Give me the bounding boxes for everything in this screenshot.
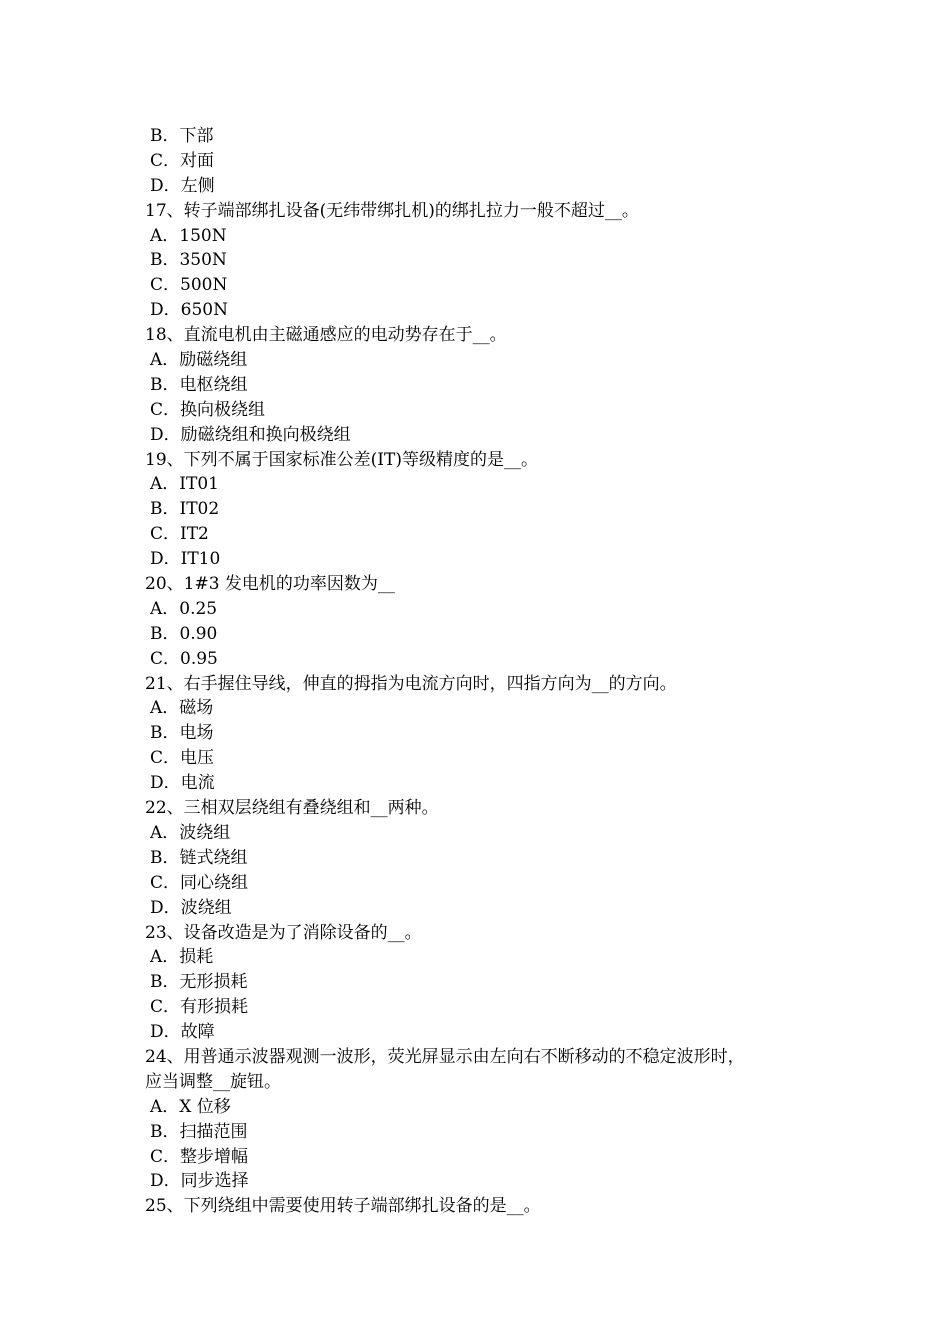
- answer-option: D．IT10: [150, 549, 221, 570]
- document-page: [0, 124, 950, 1219]
- question-text: 22、三相双层绕组有叠绕组和__两种。: [145, 798, 439, 819]
- answer-option: B．0.90: [150, 623, 218, 644]
- answer-option: C．同心绕组: [150, 872, 249, 893]
- answer-option: C．换向极绕组: [150, 399, 266, 420]
- answer-option: C．对面: [150, 150, 215, 171]
- question-text: 18、直流电机由主磁通感应的电动势存在于__。: [145, 325, 507, 346]
- answer-option: D．左侧: [150, 175, 215, 196]
- answer-option: A．X 位移: [150, 1096, 231, 1117]
- question-text: 19、下列不属于国家标准公差(IT)等级精度的是__。: [145, 449, 538, 470]
- answer-option: B．电场: [150, 723, 214, 744]
- answer-option: D．故障: [150, 1022, 215, 1043]
- answer-option: D．同步选择: [150, 1171, 249, 1192]
- answer-option: B．链式绕组: [150, 847, 248, 868]
- answer-option: B．电枢绕组: [150, 374, 248, 395]
- answer-option: A．励磁绕组: [150, 350, 248, 371]
- answer-option: A．150N: [150, 225, 227, 246]
- answer-option: A．0.25: [150, 598, 218, 619]
- answer-option: A．损耗: [150, 947, 214, 968]
- answer-option: A．IT01: [150, 474, 219, 495]
- answer-option: D．650N: [150, 300, 228, 321]
- answer-option: C．IT2: [150, 524, 209, 545]
- answer-option: B．扫描范围: [150, 1121, 248, 1142]
- answer-option: D．励磁绕组和换向极绕组: [150, 424, 351, 445]
- question-text: 24、用普通示波器观测一波形，荧光屏显示由左向右不断移动的不稳定波形时，: [145, 1046, 745, 1067]
- answer-option: A．磁场: [150, 698, 214, 719]
- answer-option: B．IT02: [150, 499, 220, 520]
- answer-option: C．有形损耗: [150, 997, 249, 1018]
- question-text: 25、下列绕组中需要使用转子端部绑扎设备的是__。: [145, 1196, 541, 1217]
- question-text: 21、右手握住导线，伸直的拇指为电流方向时，四指方向为__的方向。: [145, 673, 677, 694]
- answer-option: D．波绕组: [150, 897, 232, 918]
- answer-option: C．500N: [150, 275, 228, 296]
- question-text: 23、设备改造是为了消除设备的__。: [145, 922, 422, 943]
- answer-option: D．电流: [150, 773, 215, 794]
- answer-option: C．整步增幅: [150, 1146, 249, 1167]
- answer-option: B．下部: [150, 126, 214, 146]
- answer-option: B．无形损耗: [150, 972, 248, 993]
- answer-option: B．350N: [150, 250, 227, 271]
- question-text: 17、转子端部绑扎设备(无纬带绑扎机)的绑扎拉力一般不超过__。: [145, 200, 639, 221]
- question-text: 20、1#3 发电机的功率因数为__: [145, 574, 395, 595]
- answer-option: C．0.95: [150, 648, 218, 669]
- question-continuation: 应当调整__旋钮。: [145, 1071, 281, 1092]
- answer-option: A．波绕组: [150, 822, 231, 843]
- answer-option: C．电压: [150, 748, 215, 769]
